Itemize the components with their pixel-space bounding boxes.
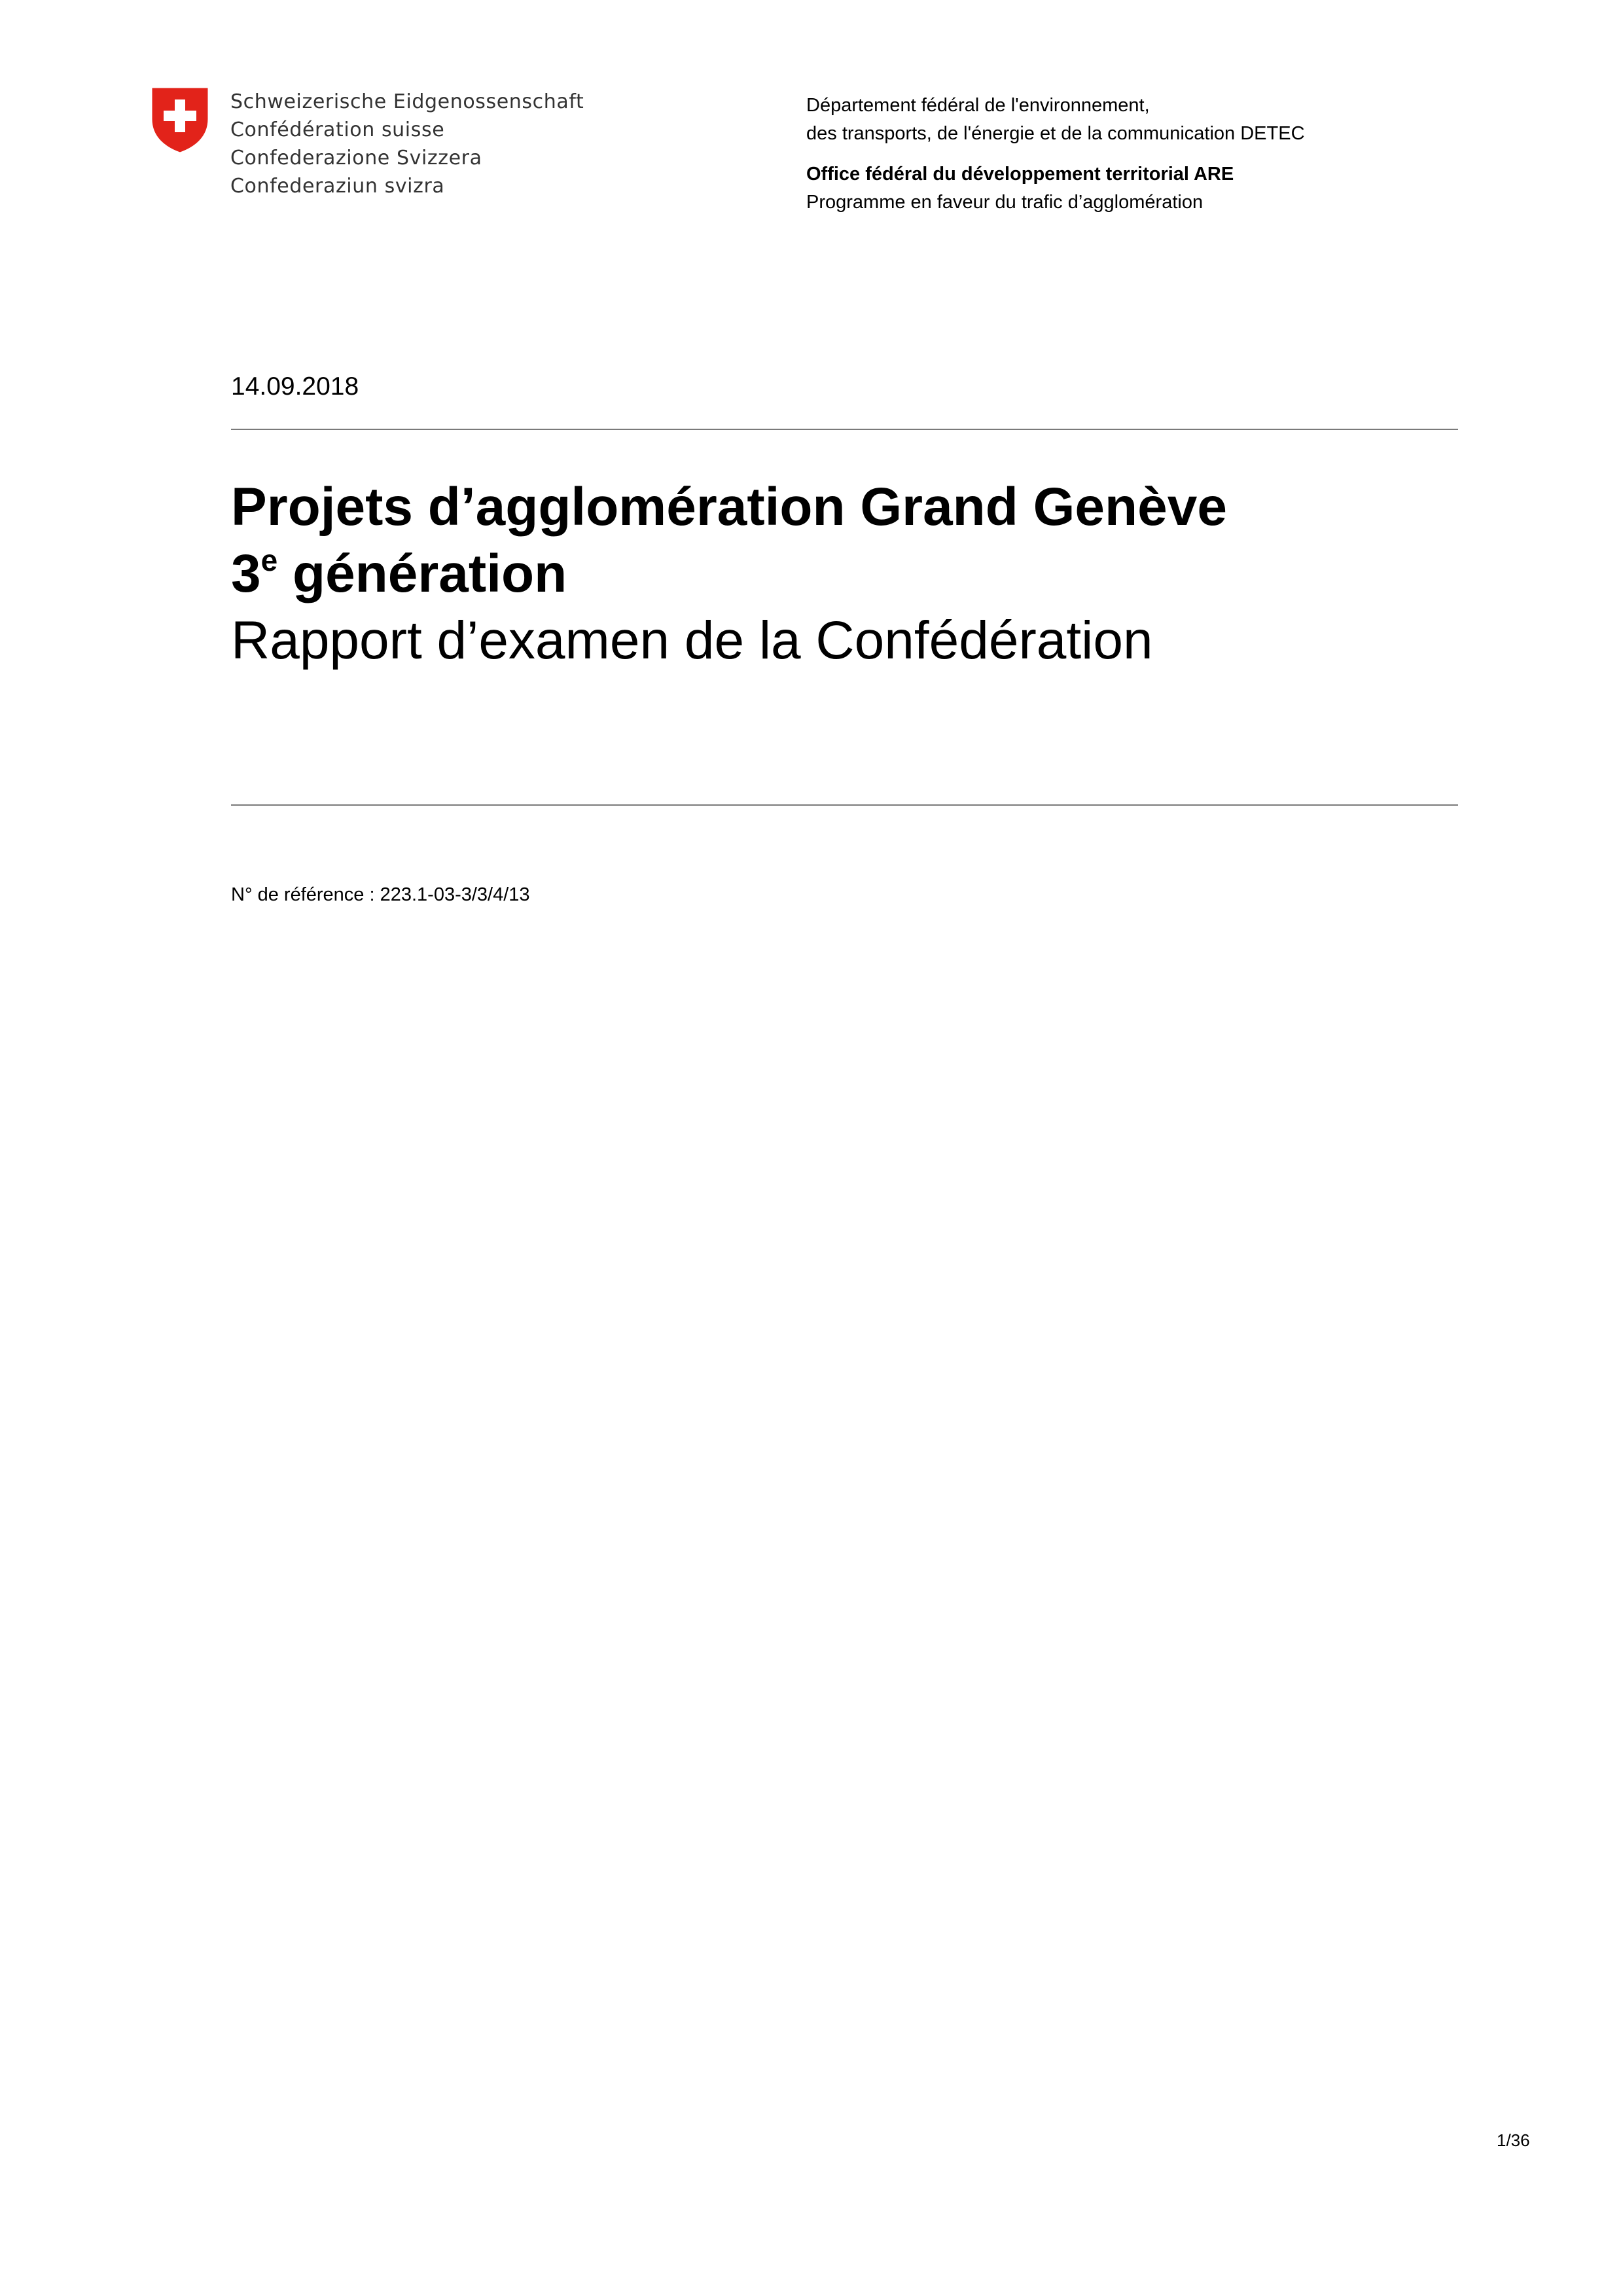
federal-name-romansh: Confederaziun svizra bbox=[230, 175, 445, 198]
department-line-1: Département fédéral de l'environnement, bbox=[806, 95, 1150, 116]
title-line-1: Projets d’agglomération Grand Genève bbox=[231, 477, 1227, 537]
swiss-coat-of-arms-icon bbox=[149, 85, 211, 154]
generation-label: génération bbox=[277, 544, 567, 603]
federal-name-italian: Confederazione Svizzera bbox=[230, 147, 482, 170]
generation-superscript: e bbox=[260, 543, 278, 577]
divider-bottom bbox=[231, 804, 1458, 806]
programme-name: Programme en faveur du trafic d’agglomération bbox=[806, 192, 1204, 213]
office-name: Office fédéral du développement territorial ARE bbox=[806, 164, 1234, 185]
federal-name-french: Confédération suisse bbox=[230, 118, 445, 141]
spacer bbox=[806, 148, 1305, 160]
federal-names bbox=[230, 88, 584, 200]
divider-top bbox=[231, 429, 1458, 430]
title-line-2 bbox=[231, 541, 1227, 607]
page-number: 1/36 bbox=[1497, 2130, 1530, 2150]
federal-name-german: Schweizerische Eidgenossenschaft bbox=[230, 90, 584, 113]
generation-number: 3 bbox=[231, 544, 261, 603]
department-line-2: des transports, de l'énergie et de la communication DETEC bbox=[806, 123, 1305, 144]
reference-number: N° de référence : 223.1-03-3/3/4/13 bbox=[231, 884, 530, 905]
document-date: 14.09.2018 bbox=[231, 372, 359, 401]
subtitle: Rapport d’examen de la Confédération bbox=[231, 611, 1153, 670]
title-block bbox=[231, 474, 1227, 674]
department-block bbox=[806, 92, 1305, 217]
